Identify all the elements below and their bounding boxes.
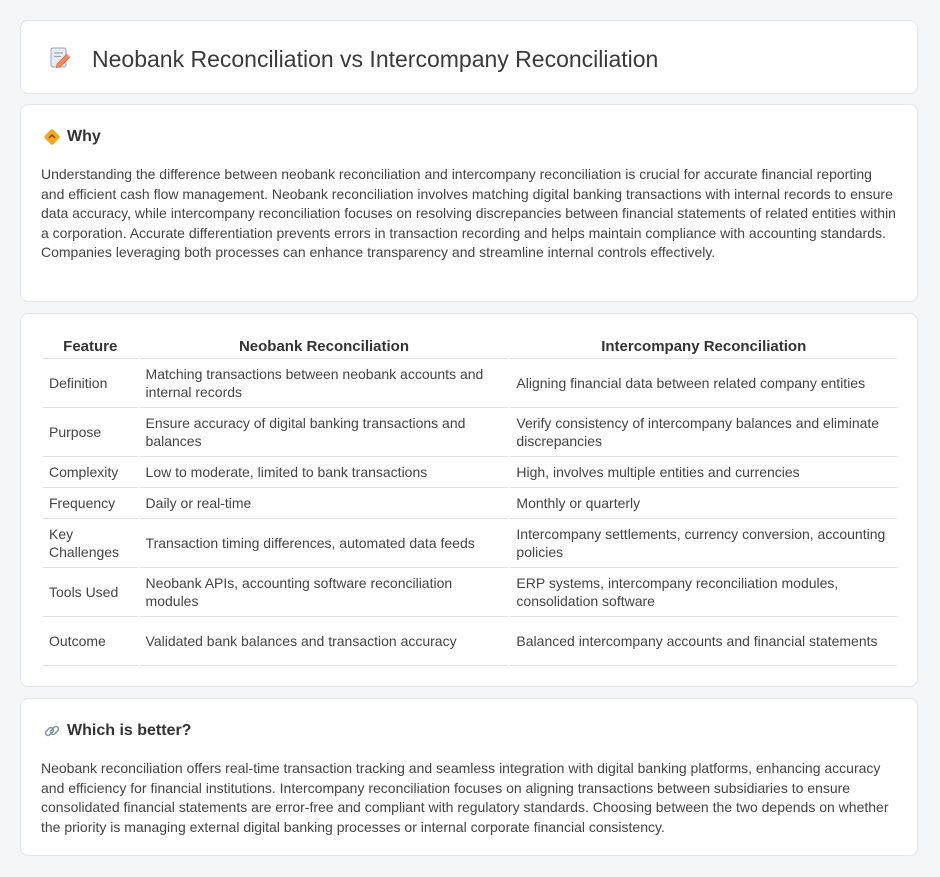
header-feature: Feature <box>43 334 138 359</box>
why-text: Understanding the difference between neobank reconciliation and intercompany reconciliation is crucial for accurate financial reporting and efficient cash flow management. Neobank reconciliation involves matching digital banking transactions with internal records to ensure data accuracy, while intercompany reconciliation focuses on resolving discrepancies between financial statements of related entities within a corporation. Accurate differentiation prevents errors in transaction recording and helps maintain compliance with accounting standards. Companies leveraging both processes can enhance transparency and streamline internal controls effectively. <box>41 166 896 260</box>
comparison-section <box>20 313 918 687</box>
table-row <box>43 457 897 488</box>
document-pencil-icon <box>47 45 73 71</box>
table-row <box>43 359 897 408</box>
table-row <box>43 488 897 519</box>
table-row <box>43 617 897 666</box>
row-feature: Tools Used <box>43 568 138 617</box>
why-heading-label: Why <box>67 128 101 145</box>
row-feature: Purpose <box>43 408 138 457</box>
comparison-table <box>41 334 899 666</box>
table-row <box>43 408 897 457</box>
row-neobank: Daily or real-time <box>140 488 509 519</box>
row-intercompany: Aligning financial data between related company entities <box>510 359 897 408</box>
which-is-better-section <box>20 698 918 856</box>
row-neobank: Transaction timing differences, automated data feeds <box>140 519 509 568</box>
row-neobank: Matching transactions between neobank accounts and internal records <box>140 359 509 408</box>
row-feature: Definition <box>43 359 138 408</box>
header-intercompany: Intercompany Reconciliation <box>510 334 897 359</box>
row-intercompany: Verify consistency of intercompany balances and eliminate discrepancies <box>510 408 897 457</box>
row-intercompany: Intercompany settlements, currency conversion, accounting policies <box>510 519 897 568</box>
row-intercompany: High, involves multiple entities and currencies <box>510 457 897 488</box>
table-row <box>43 519 897 568</box>
row-intercompany: ERP systems, intercompany reconciliation modules, consolidation software <box>510 568 897 617</box>
row-intercompany: Balanced intercompany accounts and financial statements <box>510 617 897 666</box>
table-header-row <box>43 334 897 359</box>
better-heading <box>43 722 191 740</box>
why-heading <box>43 128 101 146</box>
why-section <box>20 104 918 302</box>
row-feature: Complexity <box>43 457 138 488</box>
better-heading-label: Which is better? <box>67 722 192 739</box>
row-feature: Outcome <box>43 617 138 666</box>
page-title: Neobank Reconciliation vs Intercompany Reconciliation <box>92 46 659 72</box>
row-intercompany: Monthly or quarterly <box>510 488 897 519</box>
header-neobank: Neobank Reconciliation <box>140 334 509 359</box>
header-card <box>20 20 918 94</box>
row-neobank: Validated bank balances and transaction accuracy <box>140 617 509 666</box>
row-neobank: Neobank APIs, accounting software reconciliation modules <box>140 568 509 617</box>
diamond-sign-icon <box>43 128 61 146</box>
row-neobank: Ensure accuracy of digital banking transactions and balances <box>140 408 509 457</box>
row-feature: Frequency <box>43 488 138 519</box>
table-row <box>43 568 897 617</box>
row-feature: Key Challenges <box>43 519 138 568</box>
link-icon <box>43 722 61 740</box>
row-neobank: Low to moderate, limited to bank transactions <box>140 457 509 488</box>
better-text: Neobank reconciliation offers real-time transaction tracking and seamless integration with digital banking platforms, enhancing accuracy and efficiency for financial institutions. Intercompany reconciliation focuses on aligning transactions between subsidiaries to ensure consolidated financial statements are error-free and compliant with regulatory standards. Choosing between the two depends on whether the priority is managing external digital banking processes or internal corporate financial consistency. <box>41 760 889 835</box>
